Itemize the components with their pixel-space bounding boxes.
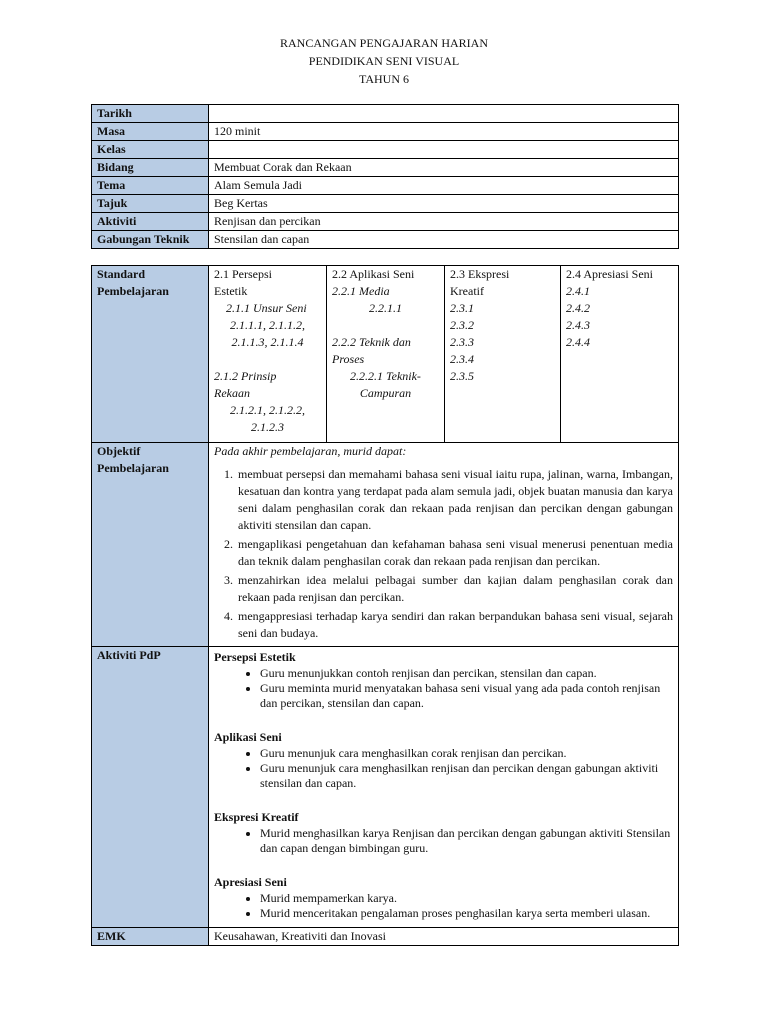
standard-code: Campuran (359, 386, 412, 400)
info-label: Aktiviti (92, 213, 209, 231)
section-title: Persepsi Estetik (214, 650, 296, 664)
emk-row (92, 928, 679, 946)
info-value: Stensilan dan capan (209, 231, 679, 249)
info-label: Tema (92, 177, 209, 195)
info-row-kelas (92, 141, 679, 159)
standard-code: 2.3.4 (450, 352, 474, 366)
standard-code: 2.4.4 (566, 335, 590, 349)
aktiviti-label: Aktiviti PdP (92, 647, 209, 928)
objektif-label-line: Pembelajaran (97, 461, 169, 475)
list-item: • Guru menunjuk cara menghasilkan renjisan dan percikan dengan gabungan aktiviti stensilan dan capan. (260, 761, 673, 791)
info-row-aktiviti (92, 213, 679, 231)
info-value (209, 141, 679, 159)
standard-code: 2.1.1.1, 2.1.1.2, (230, 318, 305, 332)
emk-label: EMK (92, 928, 209, 946)
objektif-row (92, 443, 679, 647)
standard-label-line: Pembelajaran (97, 284, 169, 298)
objektif-label (92, 443, 209, 647)
objektif-item: 1. membuat persepsi dan memahami bahasa seni visual iaitu rupa, jalinan, warna, Imbangan, kesatuan dan kontra yang terdapat pada alam semula jadi, objek buatan manusia dan karya seni dalam penghasilan corak dan rekaan pada renjisan dan percikan dengan gabungan aktiviti stensilan dan capan. (236, 466, 673, 534)
info-row-tajuk (92, 195, 679, 213)
info-value: Membuat Corak dan Rekaan (209, 159, 679, 177)
info-value: Renjisan dan percikan (209, 213, 679, 231)
standard-sub: 2.2.2 Teknik dan (332, 335, 411, 349)
standard-row (92, 266, 679, 443)
standard-code: 2.2.1.1 (369, 301, 402, 315)
info-table (91, 104, 679, 249)
list-item: • Guru meminta murid menyatakan bahasa seni visual yang ada pada contoh renjisan dan percikan, stensilan dan capan. (260, 681, 673, 711)
standard-sub: 2.1.2 Prinsip (214, 369, 277, 383)
aktiviti-content (209, 647, 679, 928)
info-value: 120 minit (209, 123, 679, 141)
objektif-label-line: Objektif (97, 444, 141, 458)
info-label: Bidang (92, 159, 209, 177)
standard-code: 2.3.1 (450, 301, 474, 315)
standard-sub: Rekaan (214, 386, 250, 400)
header-subject: PENDIDIKAN SENI VISUAL (308, 54, 460, 68)
standard-sub: 2.1.1 Unsur Seni (226, 301, 307, 315)
info-label: Masa (92, 123, 209, 141)
standard-code: 2.1.2.3 (251, 420, 284, 434)
lesson-table (91, 265, 679, 946)
objektif-item: 2. mengaplikasi pengetahuan dan kefahaman bahasa seni visual menerusi penentuan media dan teknik dalam penghasilan corak dan rekaan pada renjisan dan percikan. (236, 536, 673, 570)
standard-heading: 2.2 Aplikasi Seni (332, 267, 415, 281)
objektif-intro: Pada akhir pembelajaran, murid dapat: (214, 444, 407, 458)
standard-label-line: Standard (97, 267, 146, 281)
info-row-tema (92, 177, 679, 195)
standard-heading: 2.1 Persepsi (214, 267, 272, 281)
standard-heading: 2.3 Ekspresi (450, 267, 510, 281)
info-row-masa (92, 123, 679, 141)
standard-sub: 2.2.1 Media (332, 284, 390, 298)
standard-code: 2.4.1 (566, 284, 590, 298)
standard-code: 2.1.1.3, 2.1.1.4 (231, 335, 304, 349)
aktiviti-row (92, 647, 679, 928)
standard-code: 2.4.3 (566, 318, 590, 332)
list-item: • Murid menceritakan pengalaman proses penghasilan karya serta memberi ulasan. (260, 906, 673, 921)
header-year: TAHUN 6 (358, 72, 410, 86)
document-header (0, 34, 768, 88)
objektif-content (209, 443, 679, 647)
standard-label (92, 266, 209, 443)
section-list (214, 826, 673, 856)
header-title: RANCANGAN PENGAJARAN HARIAN (279, 36, 488, 50)
section-list (214, 891, 673, 921)
standard-col-aplikasi (327, 266, 445, 443)
standard-code: 2.2.2.1 Teknik- (350, 369, 421, 383)
objektif-list (214, 466, 673, 642)
info-label: Gabungan Teknik (92, 231, 209, 249)
section-title: Aplikasi Seni (214, 730, 282, 744)
info-value (209, 105, 679, 123)
standard-heading: 2.4 Apresiasi Seni (566, 267, 653, 281)
standard-col-ekspresi (445, 266, 561, 443)
info-row-tarikh (92, 105, 679, 123)
info-label: Tajuk (92, 195, 209, 213)
info-label: Tarikh (92, 105, 209, 123)
info-value: Beg Kertas (209, 195, 679, 213)
standard-col-persepsi (209, 266, 327, 443)
standard-code: 2.4.2 (566, 301, 590, 315)
standard-col-apresiasi (561, 266, 679, 443)
info-row-bidang (92, 159, 679, 177)
section-list (214, 666, 673, 711)
emk-value: Keusahawan, Kreativiti dan Inovasi (209, 928, 679, 946)
standard-code: 2.1.2.1, 2.1.2.2, (230, 403, 305, 417)
list-item: • Murid menghasilkan karya Renjisan dan percikan dengan gabungan aktiviti Stensilan dan capan dengan bimbingan guru. (260, 826, 673, 856)
info-value: Alam Semula Jadi (209, 177, 679, 195)
section-title: Apresiasi Seni (214, 875, 287, 889)
list-item: • Murid mempamerkan karya. (260, 891, 673, 906)
list-item: • Guru menunjukkan contoh renjisan dan percikan, stensilan dan capan. (260, 666, 673, 681)
section-list (214, 746, 673, 791)
standard-heading: Kreatif (450, 284, 484, 298)
standard-code: 2.3.5 (450, 369, 474, 383)
standard-code: 2.3.2 (450, 318, 474, 332)
standard-code: 2.3.3 (450, 335, 474, 349)
list-item: • Guru menunjuk cara menghasilkan corak renjisan dan percikan. (260, 746, 673, 761)
info-label: Kelas (92, 141, 209, 159)
objektif-item: 3. menzahirkan idea melalui pelbagai sumber dan kajian dalam penghasilan corak dan rekaan pada renjisan dan percikan. (236, 572, 673, 606)
section-title: Ekspresi Kreatif (214, 810, 299, 824)
standard-sub: Proses (332, 352, 365, 366)
standard-heading: Estetik (214, 284, 248, 298)
objektif-item: 4. mengappresiasi terhadap karya sendiri dan rakan berpandukan bahasa seni visual, sejarah seni dan budaya. (236, 608, 673, 642)
info-row-gabungan-teknik (92, 231, 679, 249)
